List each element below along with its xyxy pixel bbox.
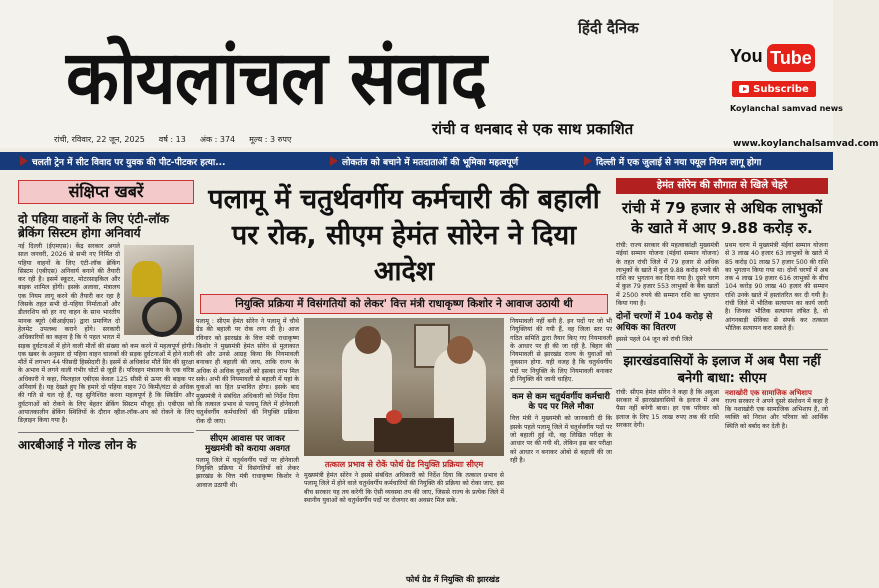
- ticker-arrow-icon: [584, 156, 592, 166]
- main-story-col1: [196, 318, 299, 490]
- ticker-item[interactable]: चलती ट्रेन में सीट विवाद पर युवक की पीट-पीटकर हत्या...: [32, 158, 226, 168]
- cm-meeting-photo: [304, 318, 504, 456]
- table-shape: [374, 418, 454, 452]
- main-col3-subheadline: कम से कम चतुर्थवर्गीय कर्मचारी के पद पर मिले मौका: [510, 388, 612, 412]
- photo-caption: तत्काल प्रभाव से रोकें फोर्थ ग्रेड नियुक्ति प्रक्रियाः सीएम: [324, 460, 484, 469]
- subscribe-label: Subscribe: [753, 83, 809, 95]
- right-second-body: [616, 389, 828, 431]
- news-ticker: [0, 152, 833, 170]
- right-col1-subheadline: दोनों चरणों में 104 करोड़ से अधिक का वितरण: [616, 312, 713, 334]
- youtube-you-text: You: [730, 46, 763, 66]
- newspaper-logo-title: कोयलांचल संवाद: [66, 35, 487, 121]
- left-article-headline[interactable]: दो पहिया वाहनों के लिए एंटी-लॉक ब्रेकिंग सिस्टम होगा अनिवार्य: [18, 212, 169, 240]
- main-headline[interactable]: पलामू में चतुर्थवर्गीय कर्मचारी की बहाली पर रोक, सीएम हेमंत सोरेन ने दिया आदेश: [208, 184, 600, 287]
- ticker-arrow-icon: [20, 156, 28, 166]
- website-link[interactable]: www.koylanchalsamvad.com: [733, 139, 879, 149]
- right-news-column: [616, 178, 828, 536]
- right-col1-text: रांची: राज्य सरकार की महत्वाकांक्षी मुख्यमंत्री मंईयां सम्मान योजना (मंईयां सम्मान योजना) के तहत रांची जिले में 79 हजार से अधिक लाभुकों के खाते में कुल 9.88 करोड़ रुपये की राशि का भुगतान कर दिया गया है। दूसरे चरण में कुल 79 हजार 553 लाभुकों के बैंक खातों में 2500 रुपये की सम्मान राशि का भुगतान किया गया है।: [616, 242, 719, 308]
- left-bottom-headline[interactable]: आरबीआई ने गोल्ड लोन के: [18, 432, 194, 453]
- issue-place-date: रांची, रविवार, 22 जून, 2025: [54, 135, 145, 144]
- right-col4-tag: नशाखोरी एक सामाजिक अभिशाप: [725, 388, 812, 397]
- right-story-body: [616, 242, 828, 345]
- ticker-item[interactable]: लोकतंत्र को बचाने में मतदाताओं की भूमिका महत्वपूर्ण: [342, 158, 519, 168]
- masthead-tagline: रांची व धनबाद से एक साथ प्रकाशित: [432, 120, 634, 138]
- issue-number: अंक : 374: [199, 135, 236, 144]
- person-head: [355, 326, 381, 354]
- right-second-col1: [616, 389, 719, 431]
- brief-news-section-title: संक्षिप्त खबरें: [18, 180, 194, 204]
- masthead: [0, 0, 879, 149]
- right-banner: हेमंत सोरेन की सौगात से खिले चेहरे: [616, 178, 828, 194]
- main-story-col3: [510, 318, 612, 465]
- subscribe-button[interactable]: [732, 81, 816, 97]
- main-col1b-text: पलामू जिले में चतुर्थवर्गीय पदों पर होनेवाली नियुक्ति प्रक्रिया में विसंगतियों को लेकर झारखंड के वित्त मंत्री राधाकृष्ण किशोर ने आवाज उठायी थी।: [196, 456, 299, 489]
- youtube-tube-text: Tube: [767, 44, 815, 72]
- main-col3b-text: वित्त मंत्री ने मुख्यमंत्री को जानकारी दी कि इसके पहले पलामू जिले में चतुर्थवर्गीय पदों पर जो बहाली हुई थी, वह लिखित परीक्षा के आधार पर की गयी थी, लेकिन इस बार परीक्षा को आधार न बनाकर ओबो से बहाली की जा रही है।: [510, 415, 612, 464]
- right-second-headline[interactable]: झारखंडवासियों के इलाज में अब पैसा नहीं बनेगी बाधा: सीएम: [616, 349, 828, 387]
- left-article-body-part2: डीलरशिप को हर नए वाहन के साथ भारतीय मानक ब्यूरो (बीआईएस) द्वारा प्रमाणित दो हेलमेट उपलब्ध कराने होंगे। सरकारी अधिकारियों का कहना है कि ये पहल भारत में सड़क दुर्घटनाओं में होने वाली मौतों की संख्या को कम करने में महत्वपूर्ण होगी। एक खबर के अनुसार दो पहिया वाहन चालकों की सड़क दुर्घटनाओं में होने वाली मौतें में लगभग 44 फीसदी हिस्सेदारी है। इसमें से अधिकांश मौतें सिर की सुरक्षा के अभाव में लगने वाली गंभीर चोटों से जुड़ी हैं। परिवहन मंत्रालय के एक वरिष्ठ अधिकारी ने कहा, फिलहाल एबीएस केवल 125 सीसी से ऊपर की बाइक पर अनिवार्य है। यह देखते हुए कि हमारे दो पहिया वाहन 70 किमी/घंटा से अधिक की गति से चल रहे हैं, यह सुनिश्चित करना महत्वपूर्ण है कि स्किडिंग और दुर्घटनाओं को रोकने के लिए बेहतर ब्रेकिंग सिस्टम मौजूद हो। एबीएस को आपातकालीन ब्रेकिंग स्थितियों के दौरान व्हील-लॉक-अप को रोकने के लिए डिज़ाइन किया गया है।: [18, 309, 194, 425]
- right-col3-text: रांची: सीएम हेमंत सोरेन ने कहा है कि अबुआ सरकार में झारखंडवासियों के इलाज में अब पैसा नहीं बनेगी बाधा। हर एक परिवार को इलाज के लिए 15 लाख रुपए तक की राशि सरकार देगी।: [616, 388, 719, 429]
- ticker-item[interactable]: दिल्ली में एक जुलाई से नया फ्यूल नियम लागू होगा: [596, 158, 762, 168]
- right-col4-text: राज्य सरकार ने अपने दूसरे संशोधन में कहा है कि नशाखोरी एक सामाजिक अभिशाप है, जो व्यक्ति को निराश और परिवार को आर्थिक स्थिति को बर्बाद कर देती है।: [725, 397, 828, 430]
- right-story-col1: [616, 242, 719, 345]
- main-subheadline: नियुक्ति प्रक्रिया में विसंगतियों को लेकर' वित्त मंत्री राधाकृष्ण किशोर ने आवाज उठायी थी: [200, 294, 608, 314]
- left-article-body: [18, 243, 194, 426]
- ticker-arrow-icon: [330, 156, 338, 166]
- right-col2-text: प्रथम चरण में मुख्यमंत्री मंईयां सम्मान योजना से 3 लाख 40 हजार 63 लाभुकों के खाते में 85 करोड़ 01 लाख 57 हजार 500 की राशि का भुगतान किया गया था। दोनों चरणों में अब तक 4 लाख 19 हजार 616 लाभुकों के बीच 104 करोड़ 90 लाख 40 हजार की सम्मान राशि उनके खाते में हस्तांतरित कर दी गयी है। रांची जिले में भौतिक सत्यापन का कार्य जारी है। जिनका भौतिक सत्यापन लंबित है, वो आंगनबाड़ी सेविका से संपर्क कर तत्काल भौतिक सत्यापन करा सकते हैं।: [725, 242, 828, 332]
- right-story-col2: [725, 242, 828, 345]
- main-col1-text: पलामू : सीएम हेमंत सोरेन ने पलामू में चौथे ग्रेड की बहाली पर रोक लगा दी है। आज रविवार को झारखंड के वित्त मंत्री राधाकृष्ण किशोर ने मुख्यमंत्री हेमंत सोरेन से मुलाकात की और उनसे आग्रह किया कि नियमावली बनाकर ही बहाली की जाय, ताकि राज्य के अधिक से अधिक युवाओं को इसका लाभ मिल सके। अभी की नियमावली से बहाली में यहां के युवाओं का हित प्रभावित होगा। इसके बाद मुख्यमंत्री ने संबंधित अधिकारी को निर्देश दिया कि तत्काल प्रभाव से पलामू जिले में होनेवाली चतुर्थवर्गीय कर्मचारियों की नियुक्ति प्रक्रिया रोक दी जाए।: [196, 318, 299, 425]
- main-story-body: [196, 318, 612, 588]
- right-second-col2: [725, 389, 828, 431]
- youtube-logo[interactable]: [730, 44, 816, 106]
- right-headline[interactable]: रांची में 79 हजार से अधिक लाभुकों के खाते में आए 9.88 करोड़ रु.: [622, 199, 822, 237]
- flowers-shape: [386, 410, 402, 424]
- issue-year: वर्ष : 13: [158, 135, 186, 144]
- motorcycle-photo: [124, 245, 194, 335]
- youtube-handle: Koylanchal samvad news: [730, 104, 843, 113]
- brief-news-column: [18, 178, 194, 536]
- play-icon: [739, 85, 749, 93]
- person-head: [447, 336, 473, 364]
- main-story: [196, 178, 612, 584]
- main-col3-text: नियमावली नहीं बनी है. इन पदों पर जो भी नियुक्तियां की गयी हैं, वह जिला स्तर पर गठित समिति द्वारा तैयार किए गए नियमावली के आधार पर ही की जा रही है. बिहार की नियमावली से झारखंड राज्य के युवाओं को नुकसान होगा. यही वजह है कि चतुर्थवर्गीय पदों पर नियुक्ति के लिए नियमावली बनाकर ही नियुक्ति की जानी चाहिए.: [510, 318, 612, 384]
- issue-line: [54, 134, 291, 145]
- right-col1b-text: इससे पहले 04 जून को रांची जिले: [616, 336, 693, 344]
- main-col2-text: मुख्यमंत्री हेमंत सोरेन ने इससे संबंधित अधिकारी को निर्देश दिया कि तत्काल प्रभाव से पलामू जिले में होने वाले चतुर्थवर्गीय कर्मचारियों की नियुक्ति की प्रक्रिया को रोका जाए. इस बीच सरकार यह तय करेगी कि ऐसी व्यवस्था तय की जाए, जिससे राज्य के प्रत्येक जिले में स्थानीय युवाओं को चतुर्थवर्गीय पदों पर रोजगार का अवसर मिल सके.: [304, 472, 504, 504]
- main-story-col2: [304, 472, 504, 505]
- issue-price: मूल्य : 3 रुपए: [249, 135, 292, 144]
- main-bottom-caption: फोर्थ ग्रेड में नियुक्ति की झारखंड: [406, 575, 500, 584]
- masthead-hindi-daily: हिंदी दैनिक: [578, 19, 639, 37]
- left-article-body-part1: नई दिल्ली (ईएमएस)। केंद्र सरकार अगले साल जनवरी, 2026 से सभी नए निर्मित दो पहिया वाहनों के लिए एंटी-लॉक ब्रेकिंग सिस्टम (एबीएस) अनिवार्य बनाने की तैयारी कर रही है। इसमें स्कूटर, मोटरसाइकिल और बाइक शामिल होंगी। इसके अलावा, मंत्रालय एक नियम लागू करने की तैयारी कर रहा है जिसके तहत सभी दो-पहिया निर्माताओं और: [18, 243, 120, 309]
- main-col1-subheadline: सीएम आवास पर जाकर मुख्यमंत्री को कराया अवगत: [196, 430, 299, 454]
